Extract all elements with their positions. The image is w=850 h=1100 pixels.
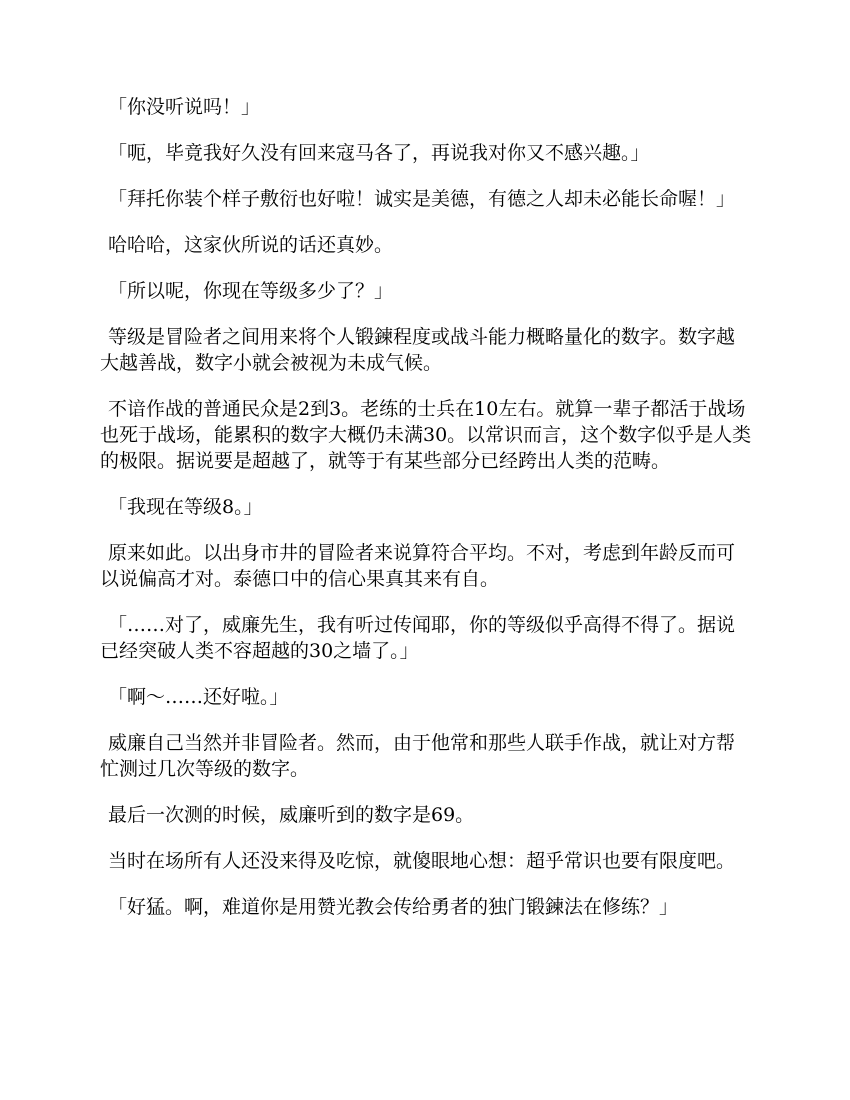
paragraph-12: 威廉自己当然并非冒险者。然而，由于他常和那些人联手作战，就让对方帮忙测过几次等级的数字。 bbox=[100, 732, 736, 780]
paragraph-11: 「啊～……还好啦。」 bbox=[108, 686, 289, 708]
paragraph-2: 「呃，毕竟我好久没有回来寇马各了，再说我对你又不感兴趣。」 bbox=[108, 142, 650, 164]
paragraph-13: 最后一次测的时候，威廉听到的数字是69。 bbox=[108, 804, 475, 826]
paragraph-15: 「好猛。啊，难道你是用赞光教会传给勇者的独门锻鍊法在修练？」 bbox=[108, 896, 679, 918]
paragraph-1: 「你没听说吗！」 bbox=[108, 96, 261, 118]
paragraph-10: 「……对了，威廉先生，我有听过传闻耶，你的等级似乎高得不得了。据说已经突破人类不容超越的30之墙了。」 bbox=[100, 614, 736, 662]
paragraph-4: 哈哈哈，这家伙所说的话还真妙。 bbox=[108, 234, 394, 256]
paragraph-8: 「我现在等级8。」 bbox=[108, 496, 263, 518]
paragraph-5: 「所以呢，你现在等级多少了？」 bbox=[108, 280, 394, 302]
paragraph-3: 「拜托你装个样子敷衍也好啦！诚实是美德，有德之人却未必能长命喔！」 bbox=[108, 188, 736, 210]
document-page bbox=[100, 94, 752, 940]
paragraph-14: 当时在场所有人还没来得及吃惊，就傻眼地心想：超乎常识也要有限度吧。 bbox=[108, 850, 736, 872]
paragraph-6: 等级是冒险者之间用来将个人锻鍊程度或战斗能力概略量化的数字。数字越大越善战，数字小就会被视为未成气候。 bbox=[100, 326, 736, 374]
paragraph-9: 原来如此。以出身市井的冒险者来说算符合平均。不对，考虑到年龄反而可以说偏高才对。泰德口中的信心果真其来有自。 bbox=[100, 542, 736, 590]
paragraph-7: 不谙作战的普通民众是2到3。老练的士兵在10左右。就算一辈子都活于战场也死于战场，能累积的数字大概仍未满30。以常识而言，这个数字似乎是人类的极限。据说要是超越了，就等于有某些部分已经跨出人类的范畴。 bbox=[100, 398, 752, 472]
